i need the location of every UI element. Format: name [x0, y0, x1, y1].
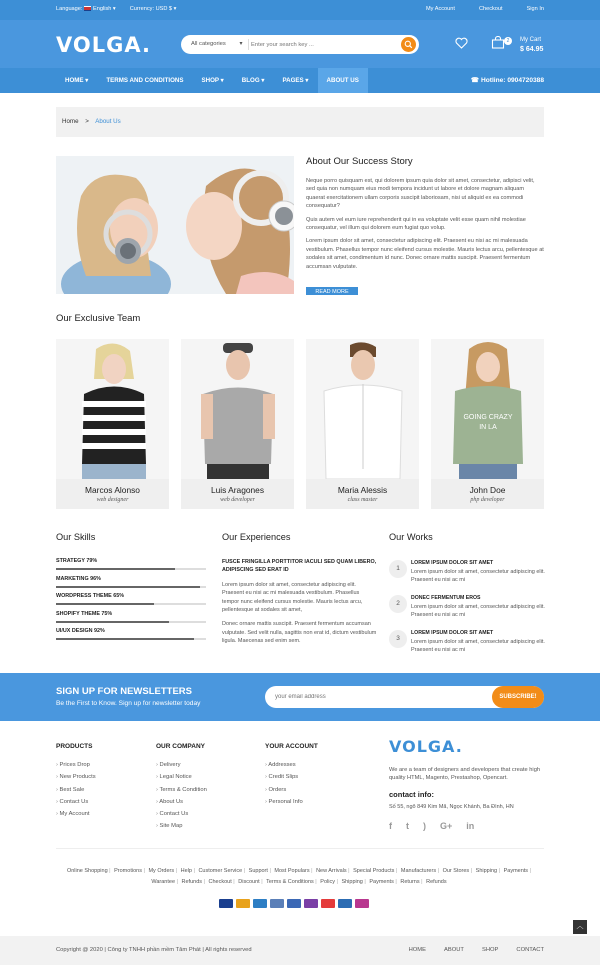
skill-label: MARKETING 96% [56, 575, 101, 582]
search-button[interactable] [401, 37, 416, 52]
footer-quick-link[interactable]: Support | [249, 868, 273, 874]
cart-button[interactable] [491, 36, 510, 54]
about-paragraph-2: Quis autem vel eum iure reprehenderit qui in ea voluptate velit esse quam nihil molestiae consequatur, vel illum qui dolorem eum fugiat quo volup. [306, 216, 526, 232]
footer-company-link[interactable]: › Site Map [156, 823, 207, 829]
skill-bar-track [56, 638, 206, 640]
copyright: Copyright @ 2020 | Công ty TNHH phần mềm Tâm Phát | All rights reserved [56, 947, 252, 953]
footer-quick-link[interactable]: Our Stores | [443, 868, 475, 874]
footer-contact-title: contact info: [389, 790, 434, 799]
footer-account-link[interactable]: › Addresses [265, 762, 318, 768]
footer-quick-link[interactable]: Warantee | [151, 879, 180, 885]
team-title: Our Exclusive Team [56, 313, 141, 324]
footer-quick-link[interactable]: Online Shopping | [67, 868, 113, 874]
hotline-text: Hotline: 0904720388 [480, 77, 544, 84]
experiences-section [222, 558, 377, 652]
footer-company-link[interactable]: › Terms & Condition [156, 787, 207, 793]
footer-quick-link[interactable]: Checkout | [209, 879, 237, 885]
work-title: LOREM IPSUM DOLOR SIT AMET [411, 560, 494, 566]
footer-account-link[interactable]: › Orders [265, 787, 318, 793]
skill-item [56, 593, 211, 605]
footer-address: Số 55, ngõ 849 Kim Mã, Ngọc Khánh, Ba Đình, HN [389, 804, 514, 810]
works-title: Our Works [389, 532, 433, 542]
my-account-link[interactable]: My Account [426, 6, 455, 12]
team-member-name: John Doe [469, 485, 506, 495]
team-card[interactable] [306, 339, 419, 509]
payment-method-icon [338, 899, 352, 908]
footer-quick-link[interactable]: New Arrivals | [316, 868, 352, 874]
svg-text:GOING CRAZY: GOING CRAZY [463, 414, 513, 421]
payment-method-icon [236, 899, 250, 908]
team-card[interactable] [181, 339, 294, 509]
about-title: About Our Success Story [306, 156, 413, 167]
footer-quick-link[interactable]: Special Products | [353, 868, 399, 874]
footer-logo[interactable]: VOLGA. [389, 737, 463, 756]
search-category-value: All categories [191, 41, 226, 47]
footer-links [56, 866, 544, 888]
footer-account-link[interactable]: › Personal Info [265, 799, 318, 805]
skill-label: STRATEGY 79% [56, 558, 98, 564]
nav-pages[interactable]: PAGES ▾ [282, 77, 309, 84]
newsletter-section [0, 673, 600, 721]
cart-count-badge: 2 [504, 37, 512, 45]
footer-products-link[interactable]: › Prices Drop [56, 762, 96, 768]
team-card[interactable] [431, 339, 544, 509]
team-member-name: Marcos Alonso [85, 485, 140, 495]
svg-text:IN LA: IN LA [479, 424, 497, 431]
footer-company-link[interactable]: › Delivery [156, 762, 207, 768]
about-paragraph-3: Lorem ipsum dolor sit amet, consectetur adipiscing elit. Praesent eu nisi ac mi malesuada vestibulum. Phasellus tempor nunc eleifend cursus molestie. Mauris lectus arcu, pellentesque at sodales sit amet, condimentum id nunc. Donec ornare mattis suscipit. Praesent fermentum accumsan vulputate. [306, 238, 544, 270]
footer-company [156, 743, 207, 836]
payment-icons [219, 899, 369, 908]
breadcrumb [56, 107, 544, 137]
team-grid [56, 339, 544, 509]
work-text: Lorem ipsum dolor sit amet, consectetur adipiscing elit. Praesent eu nisi ac mi [411, 604, 545, 619]
newsletter-subtitle: Be the First to Know. Sign up for newsletter today [56, 700, 201, 707]
footer-products-link[interactable]: › Best Sale [56, 787, 96, 793]
top-bar [0, 0, 600, 20]
nav-about-label: ABOUT US [326, 77, 359, 84]
bottom-nav-contact[interactable]: CONTACT [516, 947, 544, 953]
footer-account-link[interactable]: › Credit Slips [265, 774, 318, 780]
currency-value: USD $ [155, 6, 173, 12]
breadcrumb-current: About Us [95, 118, 121, 125]
team-member-role: php developer [470, 497, 505, 503]
language-label: Language: [56, 6, 83, 12]
payment-method-icon [253, 899, 267, 908]
skill-label: SHOPIFY THEME 75% [56, 610, 113, 617]
language-value: English [93, 6, 112, 12]
nav-about-us[interactable] [318, 68, 368, 93]
bottom-bar [0, 936, 600, 965]
work-number: 3 [389, 630, 407, 648]
nav-home[interactable]: HOME ▾ [65, 77, 89, 84]
footer-quick-link[interactable]: Promotions | [114, 868, 147, 874]
skill-item [56, 576, 211, 588]
skill-bar-track [56, 603, 206, 605]
language-selector[interactable]: Language: English ▾ [56, 6, 116, 12]
team-member-name: Maria Alessis [337, 485, 388, 495]
logo[interactable]: VOLGA. [56, 33, 151, 57]
footer-quick-link[interactable]: Most Populars | [274, 868, 314, 874]
footer-account [265, 743, 318, 811]
nav-shop[interactable]: SHOP ▾ [201, 77, 224, 84]
cart-total: $ 64.95 [520, 46, 544, 53]
payment-method-icon [287, 899, 301, 908]
chevron-up-icon: ︿ [576, 923, 584, 930]
bottom-nav [409, 947, 544, 953]
footer-quick-link[interactable]: Manufacturers | [401, 868, 441, 874]
work-text: Lorem ipsum dolor sit amet, consectetur adipiscing elit. Praesent eu nisi ac mi [411, 569, 545, 584]
chevron-down-icon: ▾ [239, 41, 243, 47]
payment-method-icon [355, 899, 369, 908]
footer-quick-link[interactable]: Payments | [369, 879, 398, 885]
team-member-role: class master [347, 497, 378, 503]
team-photo [181, 339, 294, 479]
nav-pages-label: PAGES [282, 77, 304, 84]
heart-icon [455, 37, 468, 49]
search-input[interactable] [251, 38, 401, 51]
work-number: 1 [389, 560, 407, 578]
work-title: LOREM IPSUM DOLOR SIT AMET [411, 630, 494, 636]
team-member-role: web designer [96, 497, 129, 503]
footer-quick-link[interactable]: Refunds [426, 879, 447, 885]
footer-products-link[interactable]: › My Account [56, 811, 96, 817]
team-photo [431, 339, 544, 479]
newsletter-title: SIGN UP FOR NEWSLETTERS [56, 686, 193, 697]
rss-icon[interactable]: ) [423, 821, 426, 831]
skill-label: WORDPRESS THEME 65% [56, 593, 124, 599]
skill-label: UI/UX DESIGN 92% [56, 628, 105, 634]
footer-products-title: PRODUCTS [56, 743, 93, 750]
footer-company-title: OUR COMPANY [156, 743, 205, 750]
team-card[interactable] [56, 339, 169, 509]
footer-quick-link[interactable]: Returns | [400, 879, 424, 885]
skill-bar-track [56, 586, 206, 588]
search-bar [181, 35, 419, 54]
footer-quick-link[interactable]: Terms & Conditions | [266, 879, 319, 885]
search-icon [401, 37, 416, 52]
payment-method-icon [321, 899, 335, 908]
work-number: 2 [389, 595, 407, 613]
footer-divider [56, 848, 544, 849]
footer-quick-link[interactable]: Policy | [320, 879, 340, 885]
footer-company-link[interactable]: › Contact Us [156, 811, 207, 817]
main-nav [0, 68, 600, 93]
flag-icon [84, 6, 91, 11]
breadcrumb-separator-icon: > [85, 118, 89, 125]
footer-quick-link[interactable]: My Orders | [148, 868, 179, 874]
team-photo [306, 339, 419, 479]
skill-bar-fill [56, 621, 169, 623]
currency-label: Currency: [129, 6, 154, 12]
skill-item [56, 611, 211, 623]
footer-products [56, 743, 96, 823]
newsletter-email-input[interactable] [275, 690, 475, 704]
cart-summary[interactable] [520, 36, 543, 55]
back-to-top-button[interactable] [573, 920, 587, 934]
footer-quick-link[interactable]: Shipping | [476, 868, 502, 874]
footer-description: We are a team of designers and developers that create high quality HTML, Magento, Prestashop, Opencart. [389, 767, 541, 782]
footer-company-link[interactable]: › Legal Notice [156, 774, 207, 780]
about-paragraph-1: Neque porro quisquam est, qui dolorem ipsum quia dolor sit amet, consectetur, adipisci velit, sed quia non numquam eius modi tempora incidunt ut labore et dolore magnam aliquam quaerat exercitationem ullam corporis suscipit laboriosam, nisi ut aliquid ex ea commodi consequatur? [306, 178, 535, 210]
team-member-name: Luis Aragones [210, 485, 265, 495]
footer-account-title: YOUR ACCOUNT [265, 743, 318, 750]
subscribe-button[interactable]: SUBSCRIBE! [492, 686, 544, 708]
bottom-nav-home[interactable]: HOME [408, 947, 426, 953]
search-divider [248, 39, 249, 50]
header [0, 20, 600, 68]
nav-terms[interactable] [97, 68, 192, 93]
skill-bar-fill [56, 638, 194, 640]
payment-method-icon [270, 899, 284, 908]
currency-selector[interactable]: Currency: USD $ ▾ [129, 6, 177, 12]
work-title: DONEC FERMENTUM EROS [411, 595, 481, 601]
skill-bar-track [56, 621, 206, 623]
experiences-title: Our Experiences [222, 532, 291, 542]
nav-blog-label: BLOG [241, 77, 260, 84]
team-photo [56, 339, 169, 479]
skill-item [56, 628, 211, 640]
social-links [389, 821, 474, 831]
cart-label: My Cart [520, 37, 541, 43]
breadcrumb-home[interactable]: Home [62, 118, 79, 125]
footer-products-link[interactable]: › New Products [56, 774, 96, 780]
sign-in-link[interactable]: Sign In [526, 6, 544, 12]
footer-company-link[interactable]: › About Us [156, 799, 207, 805]
payment-method-icon [219, 899, 233, 908]
skills-title: Our Skills [56, 532, 96, 542]
footer-quick-link[interactable]: Refunds | [182, 879, 207, 885]
experiences-heading: FUSCE FRINGILLA PORTTITOR IACULI SED QUAM LIBERO, ADIPISCING SED ERAT ID [222, 559, 377, 574]
work-text: Lorem ipsum dolor sit amet, consectetur adipiscing elit. Praesent eu nisi ac mi [411, 639, 545, 654]
skill-bar-fill [56, 568, 175, 570]
about-section [306, 156, 544, 276]
bottom-nav-shop[interactable]: SHOP [481, 947, 499, 953]
facebook-icon[interactable]: f [389, 821, 392, 831]
checkout-link[interactable]: Checkout [478, 6, 503, 12]
experiences-paragraph-2: Donec ornare mattis suscipit. Praesent fermentum accumsan vulputate. Sed velit nulla, sagittis non erat id, dictum vestibulum ligula. Maecenas sed enim sem. [222, 621, 377, 645]
footer-products-link[interactable]: › Contact Us [56, 799, 96, 805]
about-image [56, 156, 294, 294]
skill-item [56, 558, 211, 570]
search-category-select[interactable] [191, 41, 242, 47]
footer-quick-link[interactable]: Shipping | [341, 879, 367, 885]
nav-blog[interactable]: BLOG ▾ [241, 77, 265, 84]
hotline [471, 76, 544, 84]
nav-terms-label: TERMS AND CONDITIONS [106, 77, 184, 84]
experiences-paragraph-1: Lorem ipsum dolor sit amet, consectetur adipiscing elit. Praesent eu nisi ac mi malesuada vestibulum. Phasellus tempor nunc eleifend cursus molestie. Mauris lectus arcu, pellentesque at sodales sit amet, [222, 581, 363, 614]
skill-bar-fill [56, 603, 154, 605]
bottom-nav-about[interactable]: ABOUT [443, 947, 464, 953]
skill-bar-track [56, 568, 206, 570]
phone-icon: ☎ [470, 77, 480, 84]
payment-method-icon [304, 899, 318, 908]
skill-bar-fill [56, 586, 200, 588]
wishlist-button[interactable] [455, 36, 468, 54]
footer-quick-link[interactable]: Payments | [504, 868, 533, 874]
team-member-role: web developer [220, 497, 255, 503]
cart-bag-icon [491, 36, 505, 49]
newsletter-form [265, 686, 544, 708]
twitter-icon[interactable]: t [406, 821, 409, 831]
footer-quick-link[interactable]: Customer Service | [198, 868, 247, 874]
footer-quick-link[interactable]: Discount | [238, 879, 264, 885]
footer-quick-link[interactable]: Help | [181, 868, 197, 874]
linkedin-icon[interactable]: in [466, 821, 475, 831]
google-plus-icon[interactable]: G+ [440, 821, 453, 831]
read-more-button[interactable]: READ MORE [306, 287, 358, 295]
nav-home-label: HOME [65, 77, 84, 84]
nav-shop-label: SHOP [201, 77, 219, 84]
